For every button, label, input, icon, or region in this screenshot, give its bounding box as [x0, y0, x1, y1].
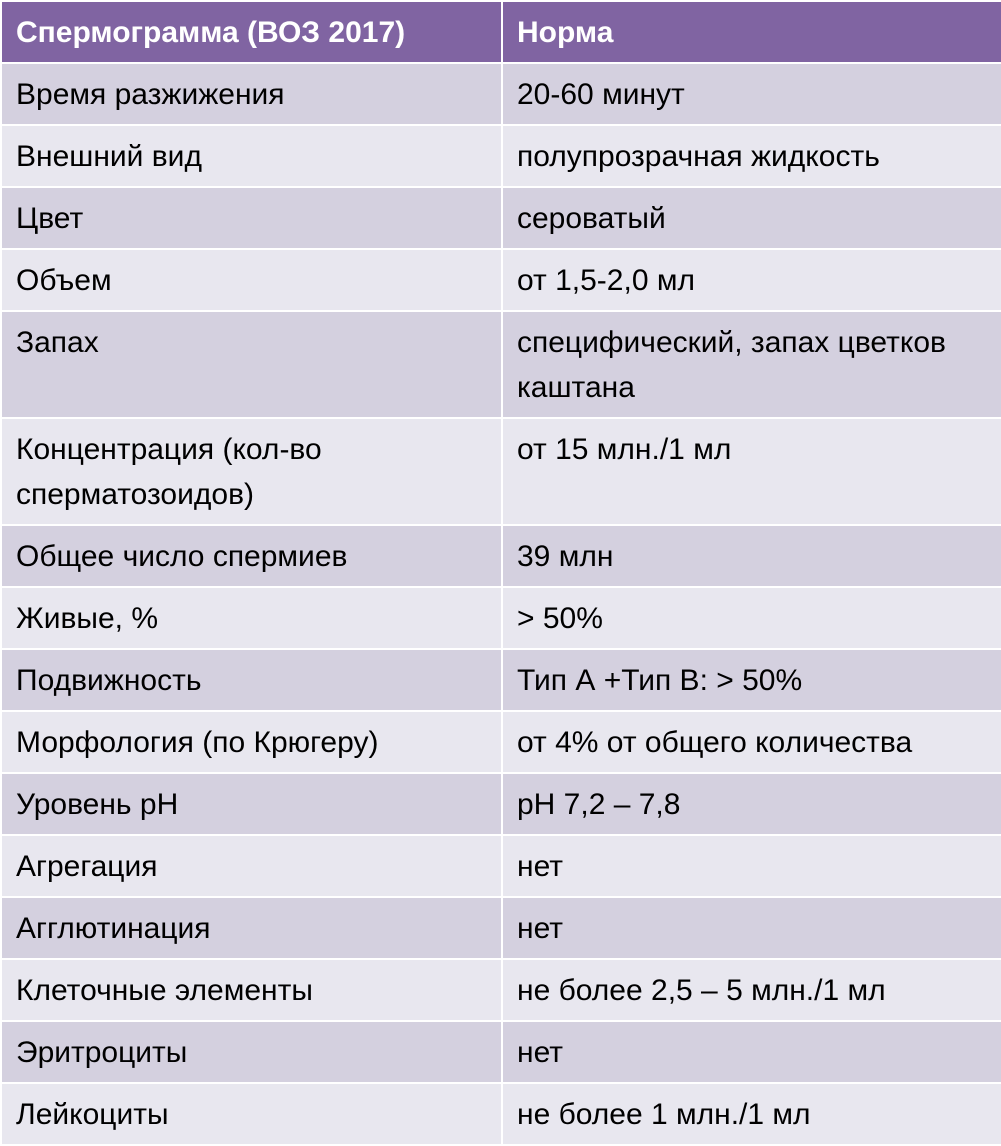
norm-cell: нет	[502, 897, 1001, 959]
parameter-cell: Лейкоциты	[1, 1083, 502, 1145]
norm-cell: нет	[502, 835, 1001, 897]
parameter-cell: Подвижность	[1, 649, 502, 711]
table-row	[1, 125, 1001, 187]
norm-cell: полупрозрачная жидкость	[502, 125, 1001, 187]
table-row	[1, 897, 1001, 959]
parameter-cell: Внешний вид	[1, 125, 502, 187]
table-row	[1, 249, 1001, 311]
norm-cell: от 4% от общего количества	[502, 711, 1001, 773]
norm-cell: 39 млн	[502, 525, 1001, 587]
table-row	[1, 649, 1001, 711]
norm-cell: от 1,5-2,0 мл	[502, 249, 1001, 311]
table-header	[1, 1, 1001, 63]
norm-cell: Тип А +Тип В: > 50%	[502, 649, 1001, 711]
parameter-cell: Уровень pH	[1, 773, 502, 835]
table-row	[1, 525, 1001, 587]
norm-cell: pH 7,2 – 7,8	[502, 773, 1001, 835]
table-row	[1, 418, 1001, 525]
parameter-cell: Концентрация (кол-во сперматозоидов)	[1, 418, 502, 525]
table-body	[1, 63, 1001, 1145]
header-norm: Норма	[502, 1, 1001, 63]
norm-cell: от 15 млн./1 мл	[502, 418, 1001, 525]
norm-cell: специфический, запах цветков каштана	[502, 311, 1001, 418]
parameter-cell: Цвет	[1, 187, 502, 249]
norm-cell: нет	[502, 1021, 1001, 1083]
parameter-cell: Клеточные элементы	[1, 959, 502, 1021]
parameter-cell: Живые, %	[1, 587, 502, 649]
table-row	[1, 959, 1001, 1021]
parameter-cell: Объем	[1, 249, 502, 311]
parameter-cell: Агрегация	[1, 835, 502, 897]
parameter-cell: Эритроциты	[1, 1021, 502, 1083]
parameter-cell: Морфология (по Крюгеру)	[1, 711, 502, 773]
parameter-cell: Время разжижения	[1, 63, 502, 125]
norm-cell: не более 2,5 – 5 млн./1 мл	[502, 959, 1001, 1021]
table-row	[1, 711, 1001, 773]
table-row	[1, 311, 1001, 418]
table-row	[1, 1021, 1001, 1083]
header-row	[1, 1, 1001, 63]
table-row	[1, 63, 1001, 125]
parameter-cell: Общее число спермиев	[1, 525, 502, 587]
table-row	[1, 1083, 1001, 1145]
table-row	[1, 773, 1001, 835]
table-row	[1, 187, 1001, 249]
norm-cell: 20-60 минут	[502, 63, 1001, 125]
parameter-cell: Агглютинация	[1, 897, 502, 959]
table-row	[1, 587, 1001, 649]
norm-cell: не более 1 млн./1 мл	[502, 1083, 1001, 1145]
table-row	[1, 835, 1001, 897]
norm-cell: сероватый	[502, 187, 1001, 249]
norm-cell: > 50%	[502, 587, 1001, 649]
header-parameter: Спермограмма (ВОЗ 2017)	[1, 1, 502, 63]
parameter-cell: Запах	[1, 311, 502, 418]
